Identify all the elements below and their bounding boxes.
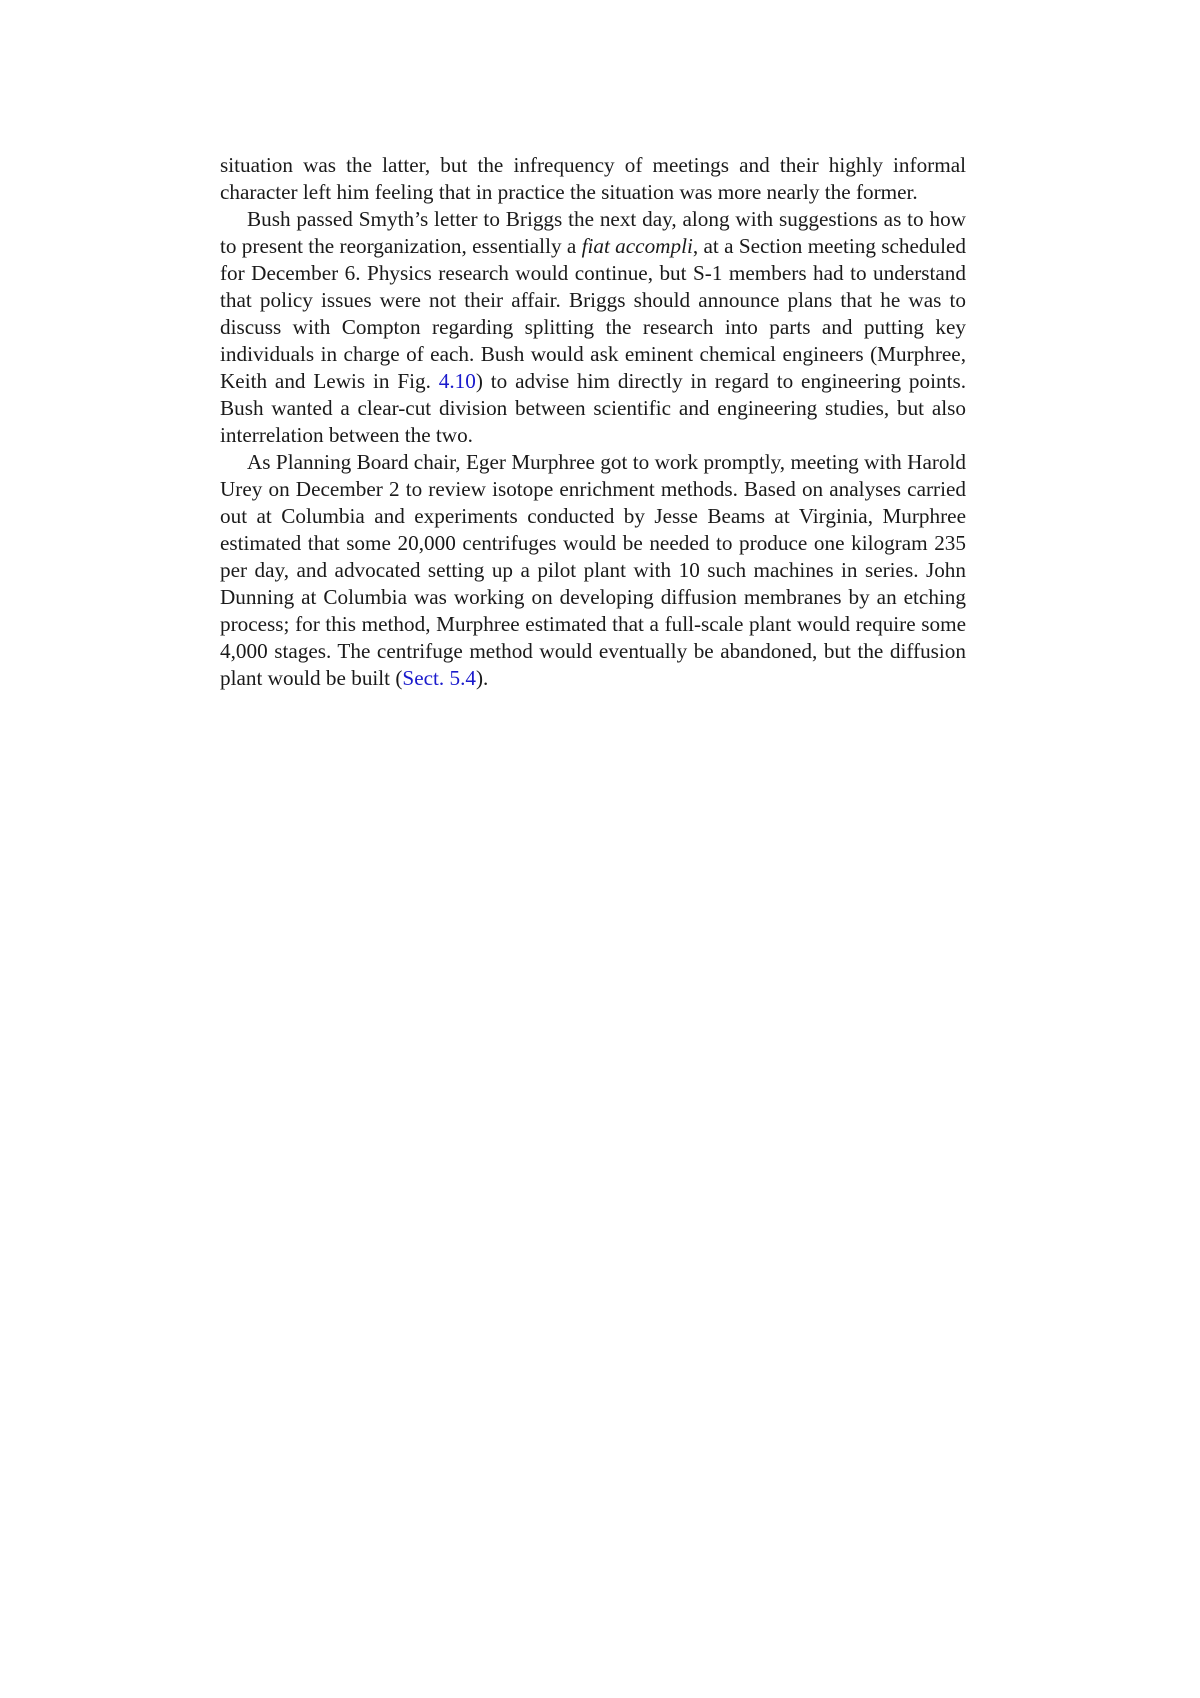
figure-4-10-link[interactable]: 4.10: [438, 369, 476, 393]
paragraph-1: [220, 152, 966, 206]
paragraph-3-text-b: ).: [475, 666, 489, 690]
paragraph-3-text-a: As Planning Board chair, Eger Murphree got to work promptly, meeting with Harold Urey on December 2 to review isotope enrichment methods. Based on analyses carried out at Columbia and experiments conducted by Jesse Beams at Virginia, Murphree estimated that some 20,000 centrifuges would be needed to produce one kilogram 235 per day, and advocated setting up a pilot plant with 10 such machines in series. John Dunning at Columbia was working on developing diffusion membranes by an etching process; for this method, Murphree estimated that a full-scale plant would require some 4,000 stages. The centrifuge method would eventually be abandoned, but the diffusion plant would be built (: [220, 450, 966, 690]
paragraph-2: [220, 206, 966, 449]
paragraph-2-text-c: ) to advise him directly in regard to engineering points. Bush wanted a clear-cut division between scientific and engineering studies, but also interrelation between the two.: [220, 369, 967, 447]
paragraph-3: [220, 449, 966, 692]
fiat-accompli-emphasis: fiat accompli: [581, 234, 693, 258]
paragraph-2-text-b: , at a Section meeting scheduled for December 6. Physics research would continue, but S-1 members had to understand that policy issues were not their affair. Briggs should announce plans that he was to discuss with Compton regarding splitting the research into parts and putting key individuals in charge of each. Bush would ask eminent chemical engineers (Murphree, Keith and Lewis in Fig.: [220, 234, 966, 393]
body-text: [220, 152, 966, 692]
section-5-4-link[interactable]: Sect. 5.4: [402, 666, 476, 690]
paragraph-2-text-a: Bush passed Smyth’s letter to Briggs the next day, along with suggestions as to how to present the reorganization, essentially a: [220, 207, 966, 258]
paragraph-1-text: situation was the latter, but the infrequency of meetings and their highly informal character left him feeling that in practice the situation was more nearly the former.: [220, 153, 966, 204]
